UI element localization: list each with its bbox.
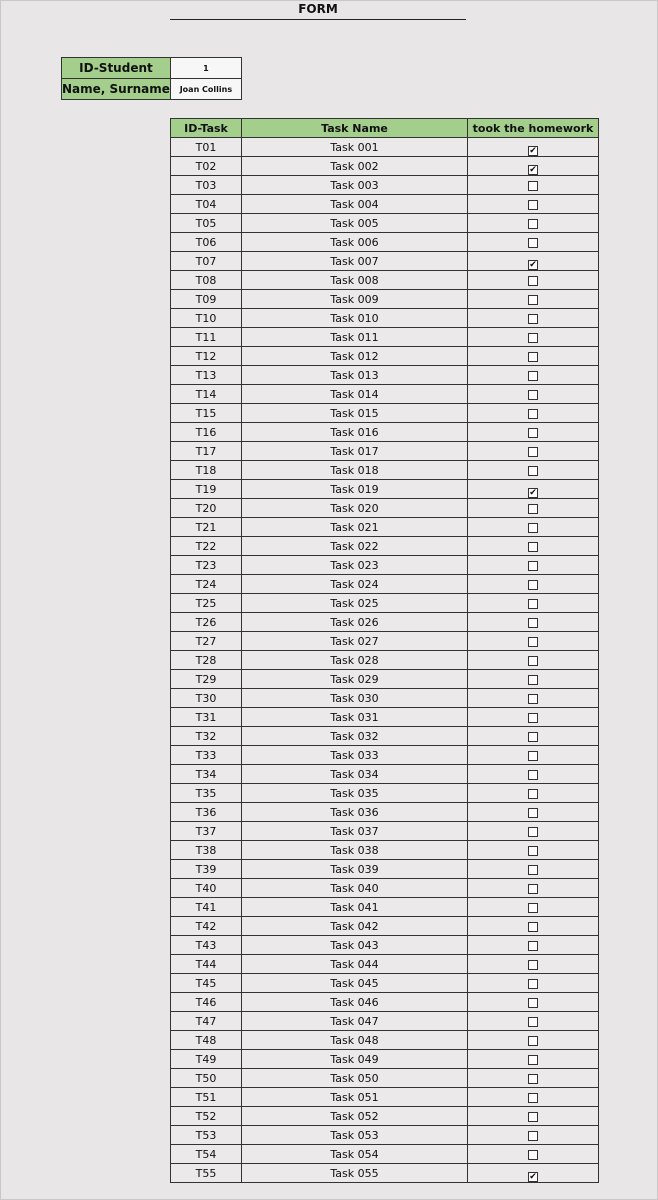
took-homework-cell (468, 993, 599, 1012)
task-table (170, 118, 599, 1183)
task-id-cell: T28 (171, 651, 242, 670)
task-name-cell: Task 010 (242, 309, 468, 328)
took-homework-cell (468, 195, 599, 214)
took-homework-cell (468, 1069, 599, 1088)
table-row (171, 936, 599, 955)
table-row (171, 1050, 599, 1069)
table-row (171, 765, 599, 784)
task-name-cell: Task 015 (242, 404, 468, 423)
took-homework-checkbox[interactable] (528, 580, 538, 590)
task-name-cell: Task 011 (242, 328, 468, 347)
task-id-cell: T09 (171, 290, 242, 309)
task-table-body (171, 138, 599, 1183)
task-name-cell: Task 047 (242, 1012, 468, 1031)
table-row (171, 841, 599, 860)
task-name-cell: Task 008 (242, 271, 468, 290)
task-id-cell: T15 (171, 404, 242, 423)
took-homework-cell (468, 860, 599, 879)
took-homework-checkbox[interactable] (528, 523, 538, 533)
task-name-cell: Task 048 (242, 1031, 468, 1050)
took-homework-cell (468, 385, 599, 404)
table-row (171, 442, 599, 461)
task-name-cell: Task 034 (242, 765, 468, 784)
table-row (171, 917, 599, 936)
task-id-cell: T30 (171, 689, 242, 708)
table-row (171, 138, 599, 157)
task-id-cell: T23 (171, 556, 242, 575)
took-homework-cell (468, 366, 599, 385)
table-row (171, 366, 599, 385)
table-row (171, 499, 599, 518)
took-homework-checkbox[interactable] (528, 922, 538, 932)
task-name-cell: Task 013 (242, 366, 468, 385)
took-homework-cell (468, 1050, 599, 1069)
took-homework-checkbox[interactable] (528, 751, 538, 761)
table-row (171, 195, 599, 214)
took-homework-cell (468, 214, 599, 233)
took-homework-checkbox[interactable] (528, 200, 538, 210)
task-id-cell: T39 (171, 860, 242, 879)
task-name-cell: Task 040 (242, 879, 468, 898)
task-id-cell: T18 (171, 461, 242, 480)
took-homework-cell (468, 1012, 599, 1031)
task-name-cell: Task 032 (242, 727, 468, 746)
table-row (171, 176, 599, 195)
took-homework-checkbox[interactable] (528, 979, 538, 989)
table-row (171, 803, 599, 822)
took-homework-cell (468, 632, 599, 651)
task-name-cell: Task 054 (242, 1145, 468, 1164)
student-id-label: ID-Student (62, 58, 171, 79)
table-row (171, 1107, 599, 1126)
took-homework-checkbox[interactable] (528, 713, 538, 723)
task-id-cell: T14 (171, 385, 242, 404)
task-name-cell: Task 003 (242, 176, 468, 195)
took-homework-checkbox[interactable] (528, 561, 538, 571)
table-row (171, 233, 599, 252)
took-homework-cell (468, 974, 599, 993)
took-homework-checkbox[interactable] (528, 618, 538, 628)
task-id-cell: T33 (171, 746, 242, 765)
table-row (171, 670, 599, 689)
took-homework-checkbox[interactable] (528, 276, 538, 286)
task-name-cell: Task 028 (242, 651, 468, 670)
took-homework-checkbox[interactable] (528, 998, 538, 1008)
took-homework-checkbox[interactable] (528, 808, 538, 818)
took-homework-cell (468, 1031, 599, 1050)
task-id-cell: T37 (171, 822, 242, 841)
took-homework-cell (468, 803, 599, 822)
took-homework-cell (468, 1164, 599, 1183)
task-id-cell: T02 (171, 157, 242, 176)
took-homework-cell (468, 651, 599, 670)
took-homework-cell (468, 1088, 599, 1107)
took-homework-cell (468, 765, 599, 784)
task-id-cell: T07 (171, 252, 242, 271)
task-id-cell: T54 (171, 1145, 242, 1164)
took-homework-cell (468, 727, 599, 746)
table-row (171, 461, 599, 480)
table-row (171, 157, 599, 176)
took-homework-checkbox[interactable] (528, 941, 538, 951)
task-id-cell: T22 (171, 537, 242, 556)
task-name-cell: Task 022 (242, 537, 468, 556)
table-row (171, 575, 599, 594)
took-homework-checkbox[interactable] (528, 181, 538, 191)
took-homework-cell (468, 499, 599, 518)
student-id-value[interactable]: 1 (170, 58, 241, 79)
took-homework-cell (468, 955, 599, 974)
took-homework-checkbox[interactable] (528, 1131, 538, 1141)
task-id-cell: T36 (171, 803, 242, 822)
table-row (171, 1126, 599, 1145)
task-name-cell: Task 025 (242, 594, 468, 613)
task-id-cell: T38 (171, 841, 242, 860)
table-row (171, 993, 599, 1012)
took-homework-checkbox[interactable] (528, 884, 538, 894)
table-row (171, 1164, 599, 1183)
took-homework-checkbox[interactable] (528, 599, 538, 609)
took-homework-cell (468, 917, 599, 936)
took-homework-cell (468, 442, 599, 461)
task-id-cell: T20 (171, 499, 242, 518)
took-homework-checkbox[interactable] (528, 504, 538, 514)
task-id-cell: T19 (171, 480, 242, 499)
took-homework-cell (468, 898, 599, 917)
task-id-cell: T53 (171, 1126, 242, 1145)
took-homework-checkbox[interactable] (528, 295, 538, 305)
task-id-cell: T41 (171, 898, 242, 917)
task-name-cell: Task 033 (242, 746, 468, 765)
task-name-cell: Task 037 (242, 822, 468, 841)
task-id-cell: T35 (171, 784, 242, 803)
took-homework-checkbox[interactable] (528, 770, 538, 780)
task-name-cell: Task 019 (242, 480, 468, 499)
took-homework-checkbox[interactable] (528, 466, 538, 476)
task-id-cell: T32 (171, 727, 242, 746)
task-name-cell: Task 014 (242, 385, 468, 404)
task-id-cell: T52 (171, 1107, 242, 1126)
took-homework-cell (468, 613, 599, 632)
took-homework-cell (468, 708, 599, 727)
task-table-header-row (171, 119, 599, 138)
took-homework-checkbox[interactable] (528, 827, 538, 837)
took-homework-checkbox[interactable] (528, 789, 538, 799)
task-name-cell: Task 005 (242, 214, 468, 233)
task-id-cell: T31 (171, 708, 242, 727)
task-name-cell: Task 055 (242, 1164, 468, 1183)
student-info-table (61, 57, 242, 100)
took-homework-cell (468, 784, 599, 803)
task-id-cell: T05 (171, 214, 242, 233)
task-name-cell: Task 030 (242, 689, 468, 708)
task-name-cell: Task 012 (242, 347, 468, 366)
table-row (171, 423, 599, 442)
table-row (171, 480, 599, 499)
task-id-cell: T44 (171, 955, 242, 974)
took-homework-checkbox[interactable] (528, 903, 538, 913)
column-header-id-task: ID-Task (171, 119, 242, 138)
student-name-row (62, 79, 242, 100)
table-row (171, 594, 599, 613)
took-homework-checkbox[interactable] (528, 1093, 538, 1103)
task-name-cell: Task 043 (242, 936, 468, 955)
table-row (171, 689, 599, 708)
table-row (171, 537, 599, 556)
table-row (171, 1012, 599, 1031)
task-name-cell: Task 041 (242, 898, 468, 917)
task-id-cell: T51 (171, 1088, 242, 1107)
task-id-cell: T34 (171, 765, 242, 784)
took-homework-checkbox[interactable]: ✔ (529, 164, 537, 175)
took-homework-checkbox[interactable]: ✔ (529, 145, 537, 156)
took-homework-checkbox[interactable] (528, 1017, 538, 1027)
task-id-cell: T50 (171, 1069, 242, 1088)
table-row (171, 404, 599, 423)
task-id-cell: T11 (171, 328, 242, 347)
table-row (171, 214, 599, 233)
column-header-task-name: Task Name (242, 119, 468, 138)
task-name-cell: Task 045 (242, 974, 468, 993)
table-row (171, 974, 599, 993)
took-homework-checkbox[interactable] (528, 542, 538, 552)
task-name-cell: Task 052 (242, 1107, 468, 1126)
took-homework-checkbox[interactable] (528, 238, 538, 248)
took-homework-checkbox[interactable] (528, 409, 538, 419)
took-homework-checkbox[interactable] (528, 675, 538, 685)
column-header-took-homework: took the homework (468, 119, 599, 138)
task-id-cell: T43 (171, 936, 242, 955)
took-homework-cell (468, 252, 599, 271)
took-homework-checkbox[interactable] (528, 219, 538, 229)
task-name-cell: Task 023 (242, 556, 468, 575)
table-row (171, 518, 599, 537)
task-id-cell: T17 (171, 442, 242, 461)
took-homework-checkbox[interactable] (528, 960, 538, 970)
table-row (171, 651, 599, 670)
table-row (171, 1069, 599, 1088)
took-homework-cell (468, 936, 599, 955)
took-homework-checkbox[interactable] (528, 428, 538, 438)
table-row (171, 955, 599, 974)
table-row (171, 1088, 599, 1107)
took-homework-checkbox[interactable]: ✔ (529, 1171, 537, 1182)
task-id-cell: T03 (171, 176, 242, 195)
took-homework-cell (468, 271, 599, 290)
took-homework-cell (468, 518, 599, 537)
took-homework-cell (468, 309, 599, 328)
task-name-cell: Task 027 (242, 632, 468, 651)
took-homework-cell (468, 594, 599, 613)
task-name-cell: Task 001 (242, 138, 468, 157)
took-homework-checkbox[interactable] (528, 694, 538, 704)
took-homework-cell (468, 670, 599, 689)
took-homework-checkbox[interactable] (528, 1074, 538, 1084)
table-row (171, 746, 599, 765)
took-homework-cell (468, 556, 599, 575)
took-homework-cell (468, 480, 599, 499)
task-name-cell: Task 021 (242, 518, 468, 537)
table-row (171, 271, 599, 290)
took-homework-checkbox[interactable]: ✔ (529, 487, 537, 498)
task-id-cell: T21 (171, 518, 242, 537)
took-homework-cell (468, 575, 599, 594)
table-row (171, 328, 599, 347)
took-homework-checkbox[interactable] (528, 732, 538, 742)
table-row (171, 784, 599, 803)
took-homework-checkbox[interactable] (528, 865, 538, 875)
task-id-cell: T04 (171, 195, 242, 214)
task-name-cell: Task 029 (242, 670, 468, 689)
table-row (171, 632, 599, 651)
took-homework-cell (468, 138, 599, 157)
took-homework-cell (468, 423, 599, 442)
took-homework-cell (468, 290, 599, 309)
table-row (171, 385, 599, 404)
task-id-cell: T29 (171, 670, 242, 689)
task-name-cell: Task 017 (242, 442, 468, 461)
student-id-row (62, 58, 242, 79)
task-name-cell: Task 006 (242, 233, 468, 252)
took-homework-checkbox[interactable] (528, 1036, 538, 1046)
task-name-cell: Task 038 (242, 841, 468, 860)
task-id-cell: T40 (171, 879, 242, 898)
task-id-cell: T24 (171, 575, 242, 594)
took-homework-checkbox[interactable] (528, 637, 538, 647)
table-row (171, 708, 599, 727)
table-row (171, 1031, 599, 1050)
took-homework-cell (468, 157, 599, 176)
task-name-cell: Task 053 (242, 1126, 468, 1145)
took-homework-cell (468, 746, 599, 765)
took-homework-checkbox[interactable] (528, 333, 538, 343)
took-homework-cell (468, 328, 599, 347)
task-name-cell: Task 004 (242, 195, 468, 214)
task-id-cell: T45 (171, 974, 242, 993)
took-homework-checkbox[interactable] (528, 447, 538, 457)
table-row (171, 822, 599, 841)
took-homework-cell (468, 233, 599, 252)
task-id-cell: T55 (171, 1164, 242, 1183)
task-name-cell: Task 018 (242, 461, 468, 480)
took-homework-checkbox[interactable] (528, 352, 538, 362)
took-homework-cell (468, 689, 599, 708)
took-homework-checkbox[interactable] (528, 1112, 538, 1122)
took-homework-cell (468, 1107, 599, 1126)
task-id-cell: T26 (171, 613, 242, 632)
took-homework-cell (468, 822, 599, 841)
table-row (171, 347, 599, 366)
task-id-cell: T06 (171, 233, 242, 252)
took-homework-cell (468, 176, 599, 195)
took-homework-checkbox[interactable] (528, 656, 538, 666)
task-id-cell: T49 (171, 1050, 242, 1069)
task-name-cell: Task 049 (242, 1050, 468, 1069)
task-name-cell: Task 024 (242, 575, 468, 594)
task-id-cell: T27 (171, 632, 242, 651)
task-name-cell: Task 046 (242, 993, 468, 1012)
table-row (171, 1145, 599, 1164)
took-homework-cell (468, 841, 599, 860)
table-row (171, 860, 599, 879)
task-id-cell: T12 (171, 347, 242, 366)
table-row (171, 556, 599, 575)
task-name-cell: Task 016 (242, 423, 468, 442)
table-row (171, 613, 599, 632)
task-id-cell: T46 (171, 993, 242, 1012)
task-name-cell: Task 035 (242, 784, 468, 803)
task-name-cell: Task 042 (242, 917, 468, 936)
table-row (171, 879, 599, 898)
task-name-cell: Task 007 (242, 252, 468, 271)
table-row (171, 290, 599, 309)
student-name-label: Name, Surname (62, 79, 171, 100)
took-homework-checkbox[interactable] (528, 371, 538, 381)
student-name-value[interactable]: Joan Collins (170, 79, 241, 100)
task-id-cell: T25 (171, 594, 242, 613)
task-id-cell: T42 (171, 917, 242, 936)
took-homework-cell (468, 879, 599, 898)
took-homework-cell (468, 1126, 599, 1145)
took-homework-checkbox[interactable] (528, 846, 538, 856)
task-name-cell: Task 002 (242, 157, 468, 176)
took-homework-checkbox[interactable] (528, 1055, 538, 1065)
task-id-cell: T08 (171, 271, 242, 290)
took-homework-cell (468, 537, 599, 556)
table-row (171, 898, 599, 917)
task-id-cell: T01 (171, 138, 242, 157)
form-title: FORM (170, 0, 466, 20)
took-homework-cell (468, 461, 599, 480)
took-homework-checkbox[interactable]: ✔ (529, 259, 537, 270)
task-id-cell: T48 (171, 1031, 242, 1050)
task-name-cell: Task 050 (242, 1069, 468, 1088)
task-id-cell: T16 (171, 423, 242, 442)
task-id-cell: T10 (171, 309, 242, 328)
task-id-cell: T47 (171, 1012, 242, 1031)
took-homework-cell (468, 1145, 599, 1164)
task-name-cell: Task 009 (242, 290, 468, 309)
task-name-cell: Task 039 (242, 860, 468, 879)
task-name-cell: Task 020 (242, 499, 468, 518)
table-row (171, 309, 599, 328)
task-id-cell: T13 (171, 366, 242, 385)
took-homework-checkbox[interactable] (528, 390, 538, 400)
table-row (171, 727, 599, 746)
took-homework-cell (468, 404, 599, 423)
task-name-cell: Task 031 (242, 708, 468, 727)
task-name-cell: Task 051 (242, 1088, 468, 1107)
took-homework-cell (468, 347, 599, 366)
table-row (171, 252, 599, 271)
task-name-cell: Task 044 (242, 955, 468, 974)
task-name-cell: Task 026 (242, 613, 468, 632)
took-homework-checkbox[interactable] (528, 314, 538, 324)
task-name-cell: Task 036 (242, 803, 468, 822)
took-homework-checkbox[interactable] (528, 1150, 538, 1160)
